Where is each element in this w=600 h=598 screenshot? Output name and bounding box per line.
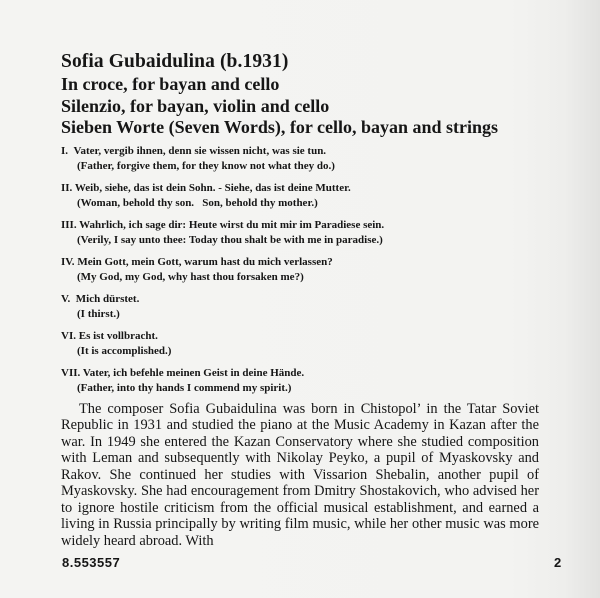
movement-numeral: V. bbox=[61, 292, 71, 305]
movement-german bbox=[61, 144, 539, 159]
movement-item bbox=[61, 255, 539, 285]
movement-english: (My God, my God, why hast thou forsaken me?) bbox=[77, 270, 304, 283]
movement-numeral: II. bbox=[61, 181, 73, 194]
movement-english: (Woman, behold thy son. Son, behold thy mother.) bbox=[77, 196, 318, 209]
work-title-1: In croce, for bayan and cello bbox=[61, 74, 280, 94]
movement-numeral: IV. bbox=[61, 255, 75, 268]
movement-german-text: Vater, ich befehle meinen Geist in deine Hände. bbox=[82, 366, 305, 379]
movement-german bbox=[61, 292, 539, 307]
movement-english: (Verily, I say unto thee: Today thou shalt be with me in paradise.) bbox=[77, 233, 383, 246]
movement-german bbox=[61, 366, 539, 381]
composer-heading: Sofia Gubaidulina (b.1931) bbox=[61, 51, 289, 72]
movement-english: (I thirst.) bbox=[77, 307, 120, 320]
movement-german-text: Wahrlich, ich sage dir: Heute wirst du mit mir im Paradiese sein. bbox=[79, 218, 385, 231]
movement-german-text: Mich dürstet. bbox=[75, 292, 140, 305]
movement-german bbox=[61, 218, 539, 233]
movement-german bbox=[61, 181, 539, 196]
movement-item bbox=[61, 218, 539, 248]
movement-english: (Father, forgive them, for they know not what they do.) bbox=[77, 159, 335, 172]
catalog-number: 8.553557 bbox=[62, 555, 121, 570]
movement-item bbox=[61, 181, 539, 211]
movement-german-text: Weib, siehe, das ist dein Sohn. - Siehe, das ist deine Mutter. bbox=[74, 181, 351, 194]
movement-german-text: Mein Gott, mein Gott, warum hast du mich verlassen? bbox=[77, 255, 333, 268]
movement-german-text: Vater, vergib ihnen, denn sie wissen nicht, was sie tun. bbox=[73, 144, 327, 157]
movement-german bbox=[61, 329, 539, 344]
work-title-2: Silenzio, for bayan, violin and cello bbox=[61, 95, 330, 116]
biography-paragraph: The composer Sofia Gubaidulina was born in Chistopol’ in the Tatar Soviet Republic in 1931 and studied the piano at the Music Academy in Kazan after the war. In 1949 she entered the Kazan Conservatory where she studied composition with Leman and subsequently with Nikolay Peyko, a pupil of Myaskovsky and Rakov. She continued her studies with Vissarion Shebalin, another pupil of Myaskovsky. She had encouragement from Dmitry Shostakovich, who advised her to ignore hostile criticism from the official musical establishment, and earned a living in Russia principally by writing film music, while her other music was more widely heard abroad. With bbox=[61, 400, 539, 549]
movement-numeral: VI. bbox=[61, 329, 76, 342]
movement-german bbox=[61, 255, 539, 270]
movement-numeral: I. bbox=[61, 144, 69, 157]
movement-german-text: Es ist vollbracht. bbox=[78, 329, 158, 342]
movement-numeral: III. bbox=[61, 218, 77, 231]
movement-numeral: VII. bbox=[61, 366, 81, 379]
movement-english: (It is accomplished.) bbox=[77, 344, 172, 357]
movement-item bbox=[61, 366, 539, 396]
page-number: 2 bbox=[554, 555, 562, 570]
movement-english: (Father, into thy hands I commend my spirit.) bbox=[77, 381, 292, 394]
movement-item bbox=[61, 329, 539, 359]
work-title-3: Sieben Worte (Seven Words), for cello, bayan and strings bbox=[61, 117, 499, 137]
movement-item bbox=[61, 292, 539, 322]
page-content bbox=[61, 50, 539, 549]
movement-item bbox=[61, 144, 539, 174]
movement-list bbox=[61, 144, 539, 396]
